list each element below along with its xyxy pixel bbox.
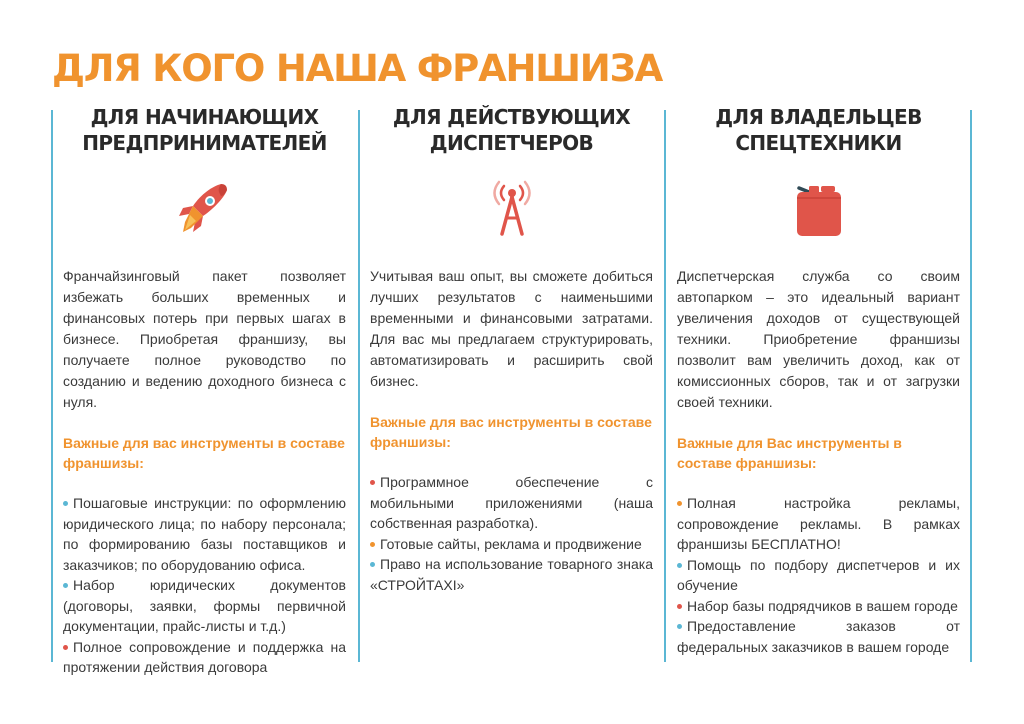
- column-divider: [970, 110, 972, 662]
- bullet-dot-icon: [370, 562, 375, 567]
- bullet-dot-icon: [677, 604, 682, 609]
- antenna-icon: [370, 172, 653, 244]
- column-divider: [51, 110, 53, 662]
- bullet-dot-icon: [677, 563, 682, 568]
- column-title: ДЛЯ НАЧИНАЮЩИХ ПРЕДПРИНИМАТЕЛЕЙ: [82, 105, 327, 155]
- column-title: ДЛЯ ВЛАДЕЛЬЦЕВ СПЕЦТЕХНИКИ: [715, 105, 922, 155]
- bullet-dot-icon: [677, 501, 682, 506]
- bullet-dot-icon: [63, 583, 68, 588]
- tools-list: [677, 493, 960, 657]
- list-item: Программное обеспечение с мобильными приложениями (наша собственная разработка).: [370, 474, 653, 531]
- list-item: Пошаговые инструкции: по оформлению юридического лица; по набору персонала; по формированию базы поставщиков и заказчиков; по оборудованию офиса.: [63, 495, 346, 573]
- column-divider: [358, 110, 360, 662]
- column-divider: [664, 110, 666, 662]
- tools-list: [370, 472, 653, 595]
- column-beginners: [63, 104, 346, 678]
- list-item: Полная настройка рекламы, сопровождение рекламы. В рамках франшизы БЕСПЛАТНО!: [677, 495, 960, 552]
- bullet-dot-icon: [63, 645, 68, 650]
- column-description: Учитывая ваш опыт, вы сможете добиться лучших результатов с наименьшими временными и финансовыми затратами. Для вас мы предлагаем структурировать, автоматизировать и расширить свой бизнес.: [370, 268, 653, 389]
- list-item: Помощь по подбору диспетчеров и их обучение: [677, 556, 960, 593]
- column-equipment-owners: [677, 104, 960, 657]
- tools-list: [63, 493, 346, 678]
- column-description: Диспетчерская служба со своим автопарком – это идеальный вариант увеличения доходов от существующей техники. Приобретение франшизы позволит вам увеличить доход, как от комиссионных сборов, так и от загрузки своей техники.: [677, 268, 960, 410]
- list-item: Полное сопровождение и поддержка на протяжении действия договора: [63, 638, 346, 675]
- column-description: Франчайзинговый пакет позволяет избежать больших временных и финансовых потерь при первых шагах в бизнесе. Приобретая франшизу, вы получаете полное руководство по созданию и ведению доходного бизнеса с нуля.: [63, 268, 346, 410]
- page-title: ДЛЯ КОГО НАША ФРАНШИЗА: [52, 47, 663, 90]
- bullet-dot-icon: [63, 501, 68, 506]
- bullet-dot-icon: [370, 480, 375, 485]
- column-title: ДЛЯ ДЕЙСТВУЮЩИХ ДИСПЕТЧЕРОВ: [392, 105, 631, 155]
- jerrycan-icon: [677, 172, 960, 244]
- tools-heading: Важные для Вас инструменты в составе франшизы:: [677, 435, 902, 471]
- list-item: Готовые сайты, реклама и продвижение: [370, 534, 653, 555]
- bullet-dot-icon: [677, 624, 682, 629]
- list-item: Право на использование товарного знака «СТРОЙТАХI»: [370, 556, 653, 593]
- tools-heading: Важные для вас инструменты в составе франшизы:: [63, 435, 345, 471]
- rocket-icon: [63, 172, 346, 244]
- list-item: Набор юридических документов (договоры, заявки, формы первичной документации, прайс-листы и т.д.): [63, 577, 346, 634]
- list-item: Набор базы подрядчиков в вашем городе: [677, 596, 960, 617]
- list-item: Предоставление заказов от федеральных заказчиков в вашем городе: [677, 618, 960, 655]
- tools-heading: Важные для вас инструменты в составе франшизы:: [370, 414, 652, 450]
- column-dispatchers: [370, 104, 653, 595]
- bullet-dot-icon: [370, 542, 375, 547]
